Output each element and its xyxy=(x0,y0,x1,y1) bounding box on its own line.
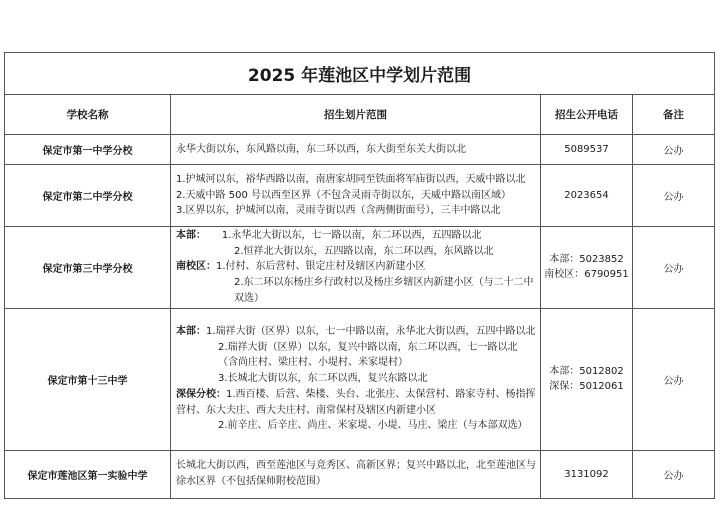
header-school: 学校名称 xyxy=(5,95,171,135)
phone-line: 2023654 xyxy=(564,190,609,201)
phone-line: 深保：5012061 xyxy=(549,381,624,393)
phone-number xyxy=(541,227,633,309)
scope-line xyxy=(176,228,536,244)
zoning-scope xyxy=(171,165,541,227)
remark: 公办 xyxy=(633,308,715,450)
scope-line: 2.天威中路 500 号以西至区界（不包含灵雨寺街以东，天威中路以南区域） xyxy=(176,189,511,201)
scope-item: 1.西百楼、后营、柴楼、头台、北张庄、太保营村、路家寺村、杨指挥营村、东大夫庄、西大夫庄村、南常保村及辖区内新建小区 xyxy=(176,388,536,416)
scope-item: 1.付村、东后营村、银定庄村及辖区内新建小区 xyxy=(216,261,426,273)
school-name: 保定市第二中学分校 xyxy=(5,165,171,227)
phone-number xyxy=(541,450,633,498)
scope-line xyxy=(176,259,536,275)
scope-line: 3.区界以东，护城河以南，灵雨寺街以西（含两侧街面号），三丰中路以北 xyxy=(176,205,501,217)
scope-line xyxy=(176,324,536,340)
scope-line xyxy=(176,387,536,418)
zoning-table-sheet xyxy=(4,52,714,499)
phone-line: 本部：5023852 xyxy=(549,254,624,266)
scope-line: 2.东二环以东杨庄乡行政村以及杨庄乡辖区内新建小区（与二十二中双选） xyxy=(234,277,534,304)
table-row xyxy=(5,308,715,450)
scope-line: 2.瑞祥大街（区界）以东，复兴中路以南，东二环以西，七一路以北（含尚庄村、梁庄村、小堤村、米家堤村） xyxy=(218,341,518,369)
scope-line: 长城北大街以西，西至莲池区与竞秀区、高新区界；复兴中路以北，北至莲池区与徐水区界（不包括保师附校范围） xyxy=(176,460,536,488)
section-label-south: 南校区： xyxy=(176,261,216,273)
scope-line: 2.前辛庄、后辛庄、尚庄、米家堤、小堤、马庄、梁庄（与本部双选） xyxy=(218,420,528,432)
phone-line: 本部：5012802 xyxy=(549,366,624,378)
header-phone: 招生公开电话 xyxy=(541,95,633,135)
zoning-scope xyxy=(171,308,541,450)
table-row xyxy=(5,165,715,227)
scope-line: 2.恒祥北大街以东，五四路以南，东二环以西，东风路以北 xyxy=(234,245,494,257)
scope-item: 1.瑞祥大街（区界）以东，七一中路以南，永华北大街以西，五四中路以北 xyxy=(206,326,536,338)
school-name: 保定市第一中学分校 xyxy=(5,135,171,165)
zoning-scope xyxy=(171,450,541,498)
school-name: 保定市第三中学分校 xyxy=(5,227,171,309)
remark: 公办 xyxy=(633,135,715,165)
scope-item: 1.永华北大街以东，七一路以南，东二环以西，五四路以北 xyxy=(221,230,482,241)
phone-number xyxy=(541,165,633,227)
header-remark: 备注 xyxy=(633,95,715,135)
table-title: 2025 年莲池区中学划片范围 xyxy=(5,53,715,95)
scope-line: 永华大街以东，东风路以南，东二环以西，东大街至东关大街以北 xyxy=(176,143,466,155)
phone-number xyxy=(541,135,633,165)
phone-number xyxy=(541,308,633,450)
remark: 公办 xyxy=(633,165,715,227)
section-label-main: 本部： xyxy=(176,230,206,241)
scope-line: 1.护城河以东，裕华西路以南，南唐家胡同至铁面将军庙街以西，天威中路以北 xyxy=(176,173,526,185)
table-row xyxy=(5,227,715,309)
zoning-scope xyxy=(171,227,541,309)
remark: 公办 xyxy=(633,450,715,498)
phone-line: 南校区：6790951 xyxy=(544,269,629,281)
table-row xyxy=(5,450,715,498)
section-label-main: 本部： xyxy=(176,326,206,338)
section-label-shenbao: 深保分校： xyxy=(176,388,226,400)
school-name: 保定市莲池区第一实验中学 xyxy=(5,450,171,498)
phone-line: 3131092 xyxy=(564,468,609,480)
table-row xyxy=(5,135,715,165)
school-name: 保定市第十三中学 xyxy=(5,308,171,450)
zoning-scope xyxy=(171,135,541,165)
table-header-row xyxy=(5,95,715,135)
zoning-table xyxy=(4,52,715,499)
header-scope: 招生划片范围 xyxy=(171,95,541,135)
remark: 公办 xyxy=(633,227,715,309)
scope-line: 3.长城北大街以东，东二环以西，复兴东路以北 xyxy=(218,373,428,385)
phone-line: 5089537 xyxy=(564,144,609,155)
